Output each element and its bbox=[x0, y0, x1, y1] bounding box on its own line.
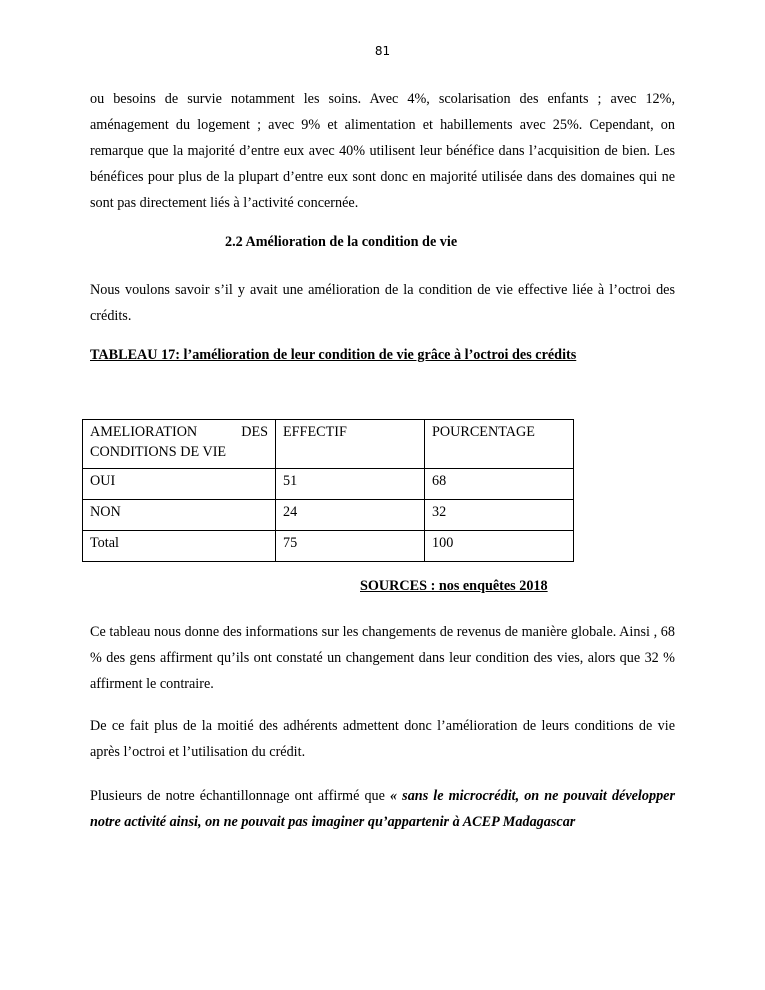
table-source: SOURCES : nos enquêtes 2018 bbox=[360, 578, 548, 594]
header-cell-amelioration bbox=[83, 420, 276, 469]
header-cell-effectif: EFFECTIF bbox=[276, 420, 425, 469]
table-cell: 51 bbox=[276, 469, 425, 500]
table-cell: 100 bbox=[425, 531, 574, 562]
table-cell: 24 bbox=[276, 500, 425, 531]
page-number: 81 bbox=[374, 44, 391, 58]
table-cell: OUI bbox=[83, 469, 276, 500]
header-line: CONDITIONS DE VIE bbox=[90, 444, 227, 460]
table-row bbox=[83, 531, 574, 562]
table-cell: 75 bbox=[276, 531, 425, 562]
quote-lead: Plusieurs de notre échantillonnage ont affirmé que bbox=[90, 788, 385, 804]
table-cell: Total bbox=[83, 531, 276, 562]
table-header-row bbox=[83, 420, 574, 469]
paragraph-analysis: Ce tableau nous donne des informations sur les changements de revenus de manière globale. Ainsi , 68 % des gens affirment qu’ils ont constaté un changement dans leur condition des vies, alors que 32 % affirment le contraire. bbox=[90, 624, 675, 692]
table-cell: 68 bbox=[425, 469, 574, 500]
data-table bbox=[82, 419, 574, 562]
table-row bbox=[83, 469, 574, 500]
table-title: TABLEAU 17: l’amélioration de leur condition de vie grâce à l’octroi des crédits bbox=[90, 347, 577, 363]
section-heading: 2.2 Amélioration de la condition de vie bbox=[225, 234, 458, 250]
paragraph-question: Nous voulons savoir s’il y avait une amélioration de la condition de vie effective liée à l’octroi des crédits. bbox=[90, 282, 675, 324]
quote-text: « sans le microcrédit, on ne pouvait développer notre activité ainsi, on ne pouvait pas imaginer qu’appartenir à ACEP Madagascar bbox=[90, 788, 675, 830]
paragraph-intro: ou besoins de survie notamment les soins. Avec 4%, scolarisation des enfants ; avec 12%, aménagement du logement ; avec 9% et alimentation et habillements avec 25%. Cependant, on remarque que la majorité d’entre eux avec 40% utilisent leur bénéfice dans l’acquisition de bien. Les bénéfices pour plus de la plupart d’entre eux sont donc en majorité utilisée dans des domaines qui ne sont pas directement liés à l’activité concernée. bbox=[90, 91, 675, 211]
paragraph-quote bbox=[90, 783, 675, 835]
header-line: AMELIORATION DES bbox=[90, 424, 268, 440]
paragraph-conclusion: De ce fait plus de la moitié des adhérents admettent donc l’amélioration de leurs conditions de vie après l’octroi et l’utilisation du crédit. bbox=[90, 718, 675, 760]
table-cell: 32 bbox=[425, 500, 574, 531]
table-cell: NON bbox=[83, 500, 276, 531]
header-cell-pourcentage: POURCENTAGE bbox=[425, 420, 574, 469]
table-row bbox=[83, 500, 574, 531]
